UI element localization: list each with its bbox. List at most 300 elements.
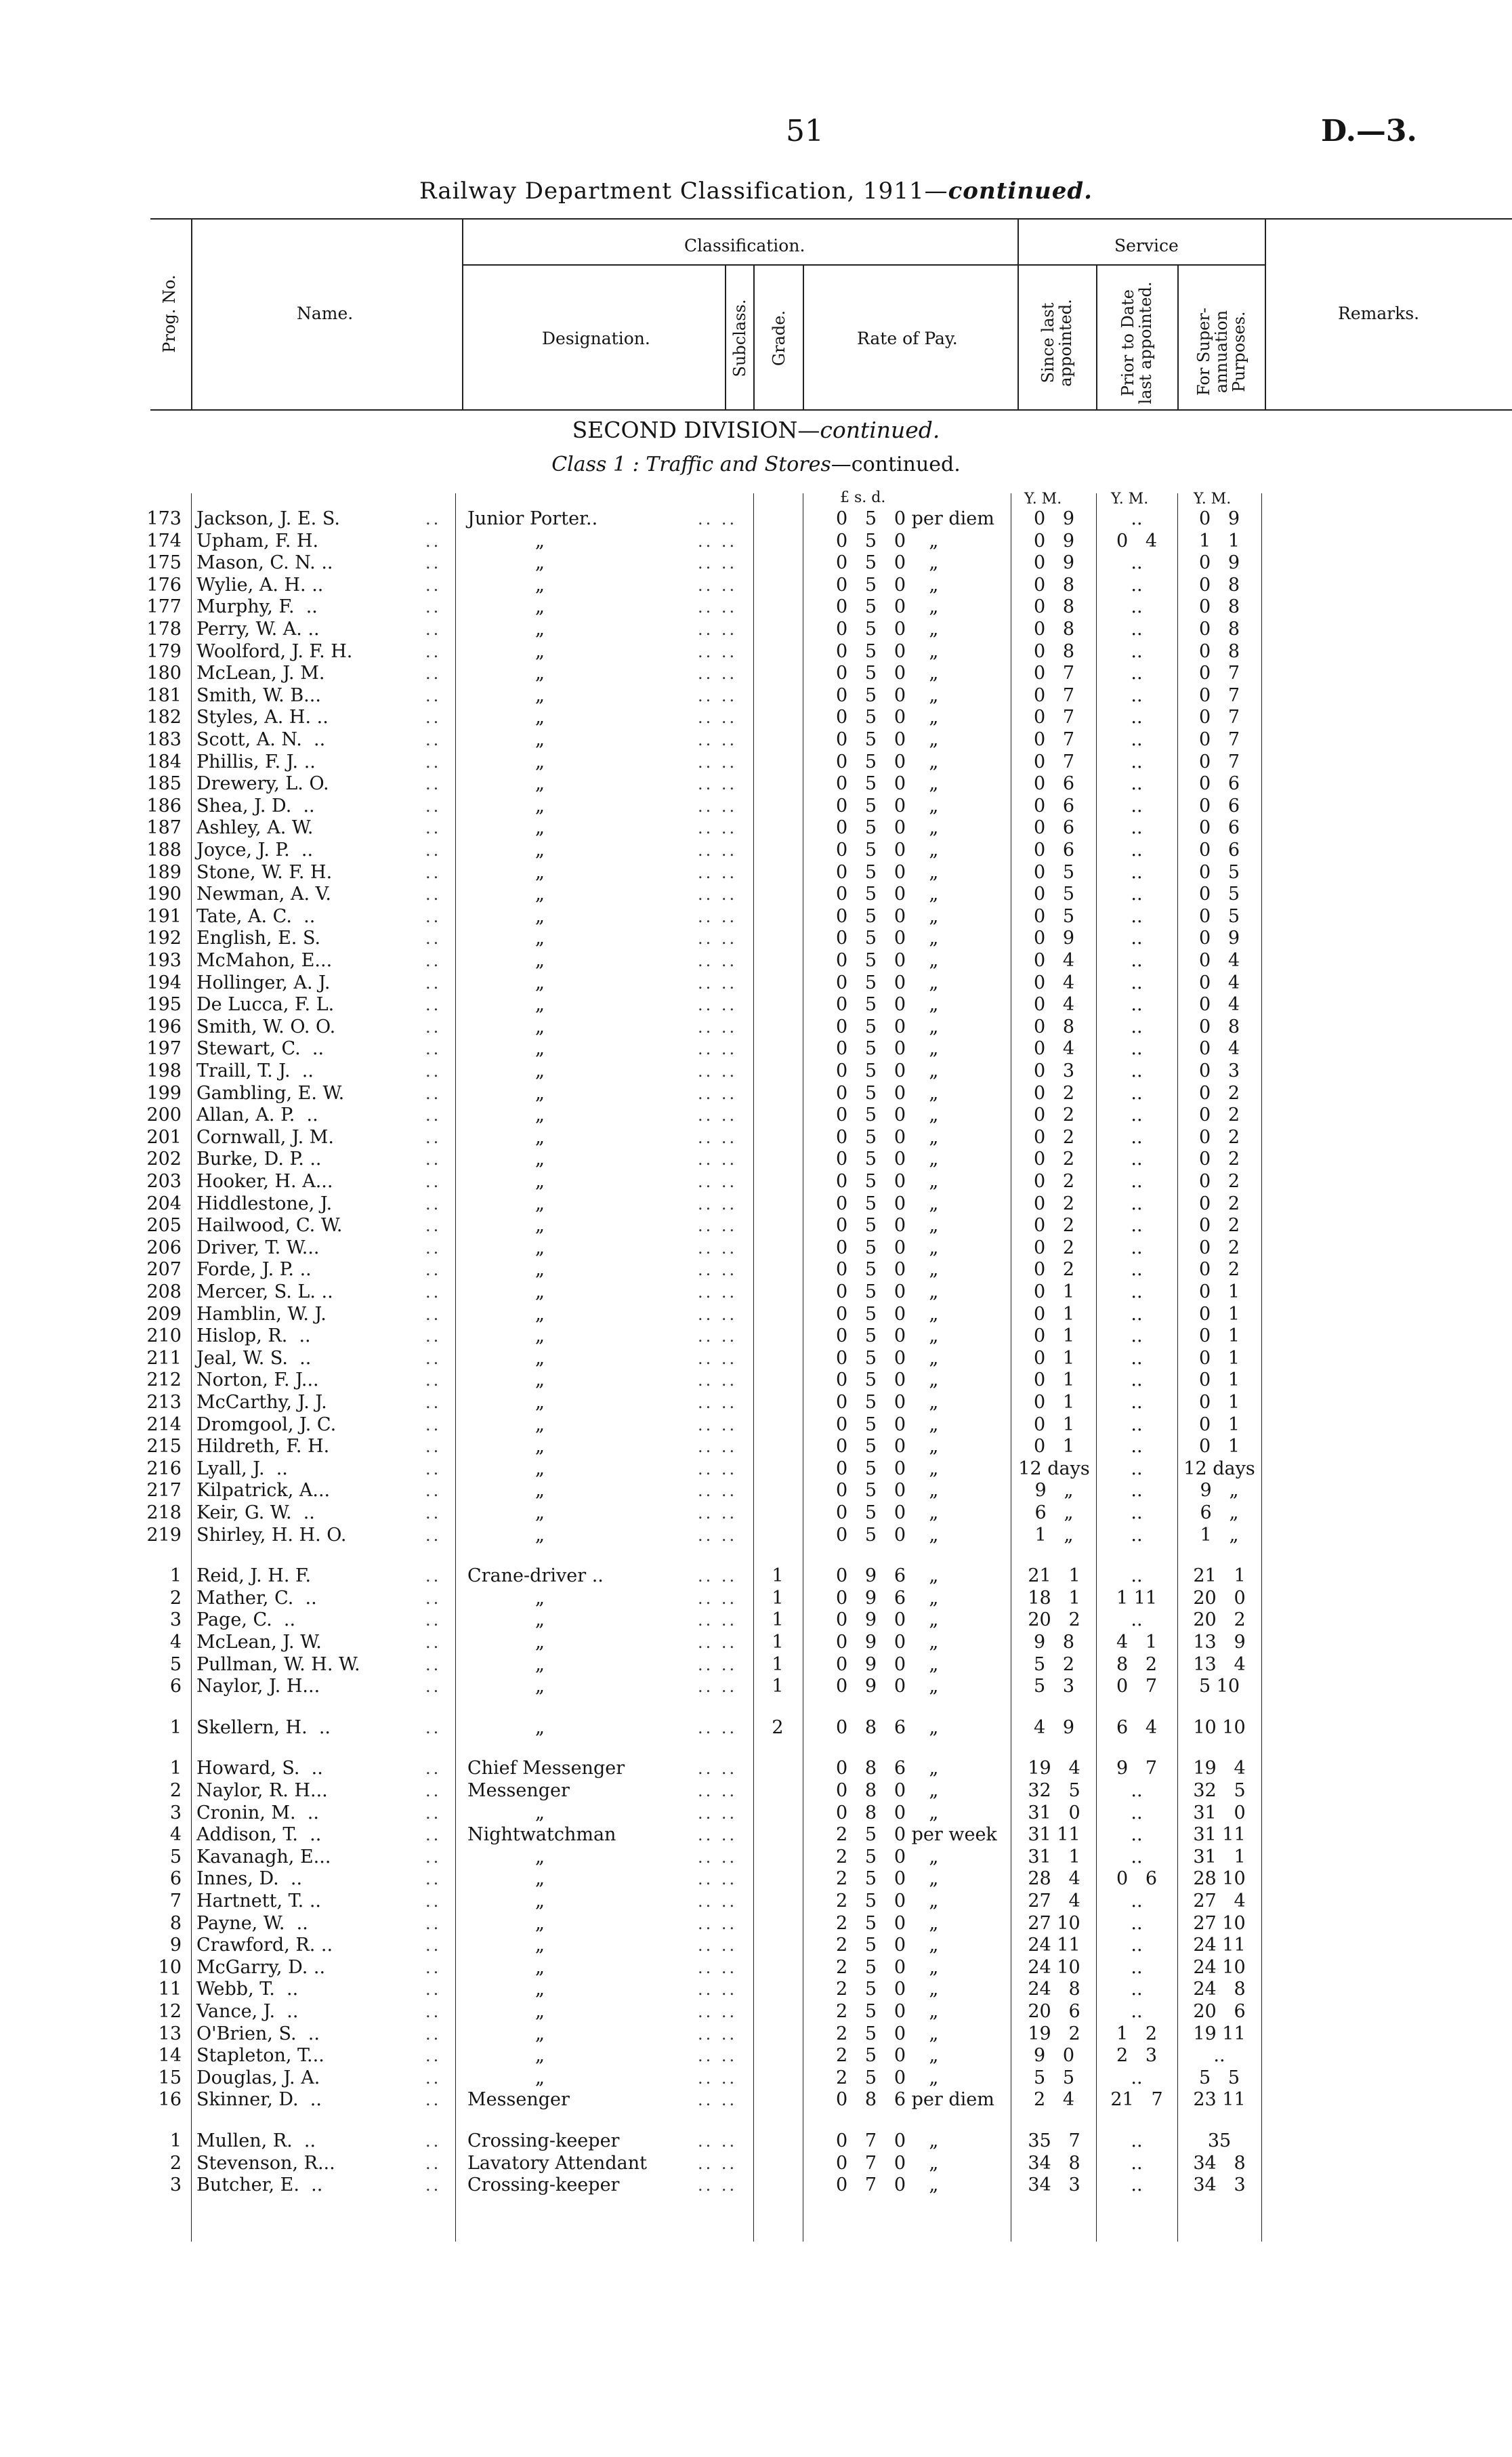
- superannuation-cell: 20 6: [1193, 2001, 1246, 2022]
- prior-cell: ..: [1131, 928, 1143, 949]
- designation-cell: Crossing-keeper: [467, 2174, 620, 2196]
- since-last-cell: 0 2: [1033, 1237, 1075, 1258]
- since-last-cell: 4 9: [1033, 1716, 1075, 1738]
- leader-dots: ..: [425, 1825, 442, 1845]
- header-since-last: Since last appointed.: [1038, 299, 1075, 387]
- prog-no-cell: 5: [169, 1846, 182, 1867]
- rate-of-pay-cell: 0 9 0 „: [836, 1676, 939, 1697]
- leader-dots: .. ..: [698, 1039, 738, 1059]
- since-last-cell: 2 4: [1033, 2089, 1075, 2111]
- name-cell: Mather, C. ..: [196, 1587, 317, 1609]
- rate-of-pay-cell: 0 5 0 „: [836, 1259, 939, 1281]
- prog-no-cell: 180: [146, 663, 182, 684]
- since-last-cell: 19 4: [1028, 1758, 1080, 1779]
- rate-of-pay-cell: 0 7 0 „: [836, 2152, 939, 2174]
- designation-cell: „: [535, 1676, 545, 1697]
- since-last-cell: 0 7: [1033, 751, 1075, 772]
- leader-dots: ..: [425, 2153, 442, 2173]
- leader-dots: .. ..: [698, 1393, 738, 1412]
- header-classification: Classification.: [684, 236, 805, 255]
- prog-no-cell: 15: [158, 2067, 182, 2088]
- prog-no-cell: 189: [146, 861, 182, 883]
- prog-no-cell: 217: [146, 1480, 182, 1502]
- grade-cell: 1: [772, 1609, 784, 1631]
- prior-cell: ..: [1131, 1038, 1143, 1060]
- superannuation-cell: 0 6: [1198, 773, 1240, 795]
- superannuation-cell: 5 10: [1198, 1676, 1240, 1697]
- prog-no-cell: 204: [146, 1193, 182, 1214]
- prog-no-cell: 11: [158, 1979, 182, 2000]
- superannuation-cell: 10 10: [1193, 1716, 1246, 1738]
- since-last-cell: 0 7: [1033, 707, 1075, 728]
- name-cell: O'Brien, S. ..: [196, 2023, 320, 2044]
- since-last-cell: 6 „: [1034, 1502, 1074, 1523]
- superannuation-cell: 19 4: [1193, 1758, 1246, 1779]
- superannuation-cell: 0 7: [1198, 684, 1240, 706]
- leader-dots: ..: [425, 2024, 442, 2044]
- header-remarks: Remarks.: [1338, 304, 1420, 323]
- leader-dots: .. ..: [698, 1525, 738, 1545]
- designation-cell: „: [535, 1802, 545, 1823]
- rate-of-pay-cell: 2 5 0 „: [836, 2001, 939, 2022]
- leader-dots: .. ..: [698, 1459, 738, 1479]
- superannuation-cell: 0 7: [1198, 663, 1240, 684]
- designation-cell: „: [535, 928, 545, 949]
- prior-cell: ..: [1131, 1392, 1143, 1413]
- designation-cell: „: [535, 684, 545, 706]
- name-cell: McCarthy, J. J.: [196, 1392, 327, 1413]
- leader-dots: ..: [425, 1393, 442, 1412]
- leader-dots: ..: [425, 1172, 442, 1191]
- name-cell: Stapleton, T...: [196, 2045, 324, 2067]
- prior-cell: ..: [1131, 817, 1143, 839]
- since-last-cell: 19 2: [1028, 2023, 1080, 2044]
- leader-dots: ..: [425, 929, 442, 949]
- superannuation-cell: 19 11: [1193, 2023, 1246, 2044]
- leader-dots: .. ..: [698, 2024, 738, 2044]
- rate-of-pay-cell: 0 5 0 „: [836, 1082, 939, 1104]
- superannuation-cell: 34 8: [1193, 2152, 1246, 2174]
- leader-dots: .. ..: [698, 841, 738, 860]
- prog-no-cell: 6: [169, 1868, 182, 1890]
- prior-cell: ..: [1131, 2001, 1143, 2022]
- since-last-cell: 0 1: [1033, 1281, 1075, 1302]
- since-last-cell: 0 3: [1033, 1060, 1075, 1081]
- leader-dots: ..: [425, 1260, 442, 1280]
- leader-dots: .. ..: [698, 1504, 738, 1523]
- prog-no-cell: 3: [169, 2174, 182, 2196]
- leader-dots: ..: [425, 510, 442, 529]
- name-cell: Forde, J. P. ..: [196, 1259, 312, 1281]
- since-last-cell: 0 9: [1033, 552, 1075, 574]
- superannuation-cell: 20 2: [1193, 1609, 1246, 1631]
- leader-dots: .. ..: [698, 752, 738, 772]
- rate-of-pay-cell: 0 9 6 „: [836, 1587, 939, 1609]
- superannuation-cell: 0 2: [1198, 1237, 1240, 1258]
- since-last-cell: 34 3: [1028, 2174, 1080, 2196]
- leader-dots: .. ..: [698, 885, 738, 905]
- prior-cell: 1 2: [1116, 2023, 1158, 2044]
- rate-of-pay-cell: 0 5 0 „: [836, 905, 939, 927]
- designation-cell: „: [535, 1436, 545, 1458]
- prior-cell: ..: [1131, 729, 1143, 750]
- superannuation-cell: 6 „: [1200, 1502, 1239, 1523]
- name-cell: McLean, J. M.: [196, 663, 325, 684]
- leader-dots: .. ..: [698, 1062, 738, 1081]
- leader-dots: ..: [425, 1128, 442, 1147]
- name-cell: Kavanagh, E...: [196, 1846, 331, 1867]
- name-cell: Stevenson, R...: [196, 2152, 335, 2174]
- leader-dots: .. ..: [698, 1260, 738, 1280]
- rate-of-pay-cell: 0 5 0 „: [836, 1171, 939, 1192]
- leader-dots: ..: [425, 995, 442, 1015]
- prior-cell: ..: [1131, 1126, 1143, 1148]
- superannuation-cell: 31 1: [1193, 1846, 1246, 1867]
- since-last-cell: 0 4: [1033, 994, 1075, 1016]
- prog-no-cell: 210: [146, 1325, 182, 1347]
- leader-dots: .. ..: [698, 775, 738, 794]
- name-cell: Payne, W. ..: [196, 1912, 308, 1934]
- superannuation-cell: 0 1: [1198, 1392, 1240, 1413]
- leader-dots: ..: [425, 1216, 442, 1236]
- superannuation-cell: 0 2: [1198, 1082, 1240, 1104]
- superannuation-cell: 0 4: [1198, 1038, 1240, 1060]
- rate-of-pay-cell: 0 5 0 „: [836, 840, 939, 861]
- prog-no-cell: 181: [146, 684, 182, 706]
- prog-no-cell: 218: [146, 1502, 182, 1523]
- name-cell: Page, C. ..: [196, 1609, 296, 1631]
- prior-cell: ..: [1131, 1413, 1143, 1435]
- leader-dots: .. ..: [698, 664, 738, 684]
- prior-cell: ..: [1131, 640, 1143, 662]
- rate-of-pay-cell: 0 5 0 „: [836, 574, 939, 596]
- prog-no-cell: 212: [146, 1369, 182, 1391]
- prog-no-cell: 9: [169, 1935, 182, 1956]
- grade-cell: 2: [772, 1716, 784, 1738]
- name-cell: Hildreth, F. H.: [196, 1436, 330, 1458]
- designation-cell: „: [535, 729, 545, 750]
- since-last-cell: 0 5: [1033, 905, 1075, 927]
- superannuation-cell: 34 3: [1193, 2174, 1246, 2196]
- leader-dots: ..: [425, 1504, 442, 1523]
- superannuation-cell: 0 8: [1198, 1016, 1240, 1037]
- prior-cell: ..: [1131, 552, 1143, 574]
- prog-no-cell: 192: [146, 928, 182, 949]
- header-designation: Designation.: [542, 329, 650, 348]
- rate-of-pay-cell: 0 5 0 „: [836, 640, 939, 662]
- designation-cell: „: [535, 2067, 545, 2088]
- prior-cell: 1 11: [1116, 1587, 1158, 1609]
- name-cell: Wylie, A. H. ..: [196, 574, 324, 596]
- rate-of-pay-cell: 0 5 0 „: [836, 884, 939, 905]
- designation-cell: Nightwatchman: [467, 1824, 616, 1846]
- leader-dots: ..: [425, 531, 442, 551]
- designation-cell: „: [535, 795, 545, 817]
- superannuation-cell: 20 0: [1193, 1587, 1246, 1609]
- grade-cell: 1: [772, 1653, 784, 1675]
- leader-dots: .. ..: [698, 1415, 738, 1434]
- rate-of-pay-cell: 2 5 0 „: [836, 2023, 939, 2044]
- since-last-cell: 0 8: [1033, 574, 1075, 596]
- rate-of-pay-cell: 2 5 0 „: [836, 1868, 939, 1890]
- rate-of-pay-cell: 0 5 0 „: [836, 1369, 939, 1391]
- designation-cell: „: [535, 1126, 545, 1148]
- designation-cell: „: [535, 1016, 545, 1037]
- prog-no-cell: 183: [146, 729, 182, 750]
- since-last-cell: 0 2: [1033, 1215, 1075, 1237]
- prior-cell: ..: [1131, 1802, 1143, 1823]
- rate-of-pay-cell: 0 5 0 „: [836, 1347, 939, 1369]
- name-cell: Cronin, M. ..: [196, 1802, 319, 1823]
- prog-no-cell: 203: [146, 1171, 182, 1192]
- since-last-cell: 0 4: [1033, 1038, 1075, 1060]
- title-continued: continued.: [948, 178, 1093, 205]
- leader-dots: .. ..: [698, 620, 738, 639]
- name-cell: English, E. S.: [196, 928, 321, 949]
- header-prior-to-date: Prior to Date last appointed.: [1118, 281, 1155, 405]
- prior-cell: ..: [1131, 596, 1143, 618]
- prior-cell: ..: [1131, 2130, 1143, 2151]
- leader-dots: ..: [425, 1283, 442, 1302]
- leader-dots: .. ..: [698, 1371, 738, 1390]
- superannuation-cell: 0 2: [1198, 1104, 1240, 1126]
- leader-dots: ..: [425, 1655, 442, 1674]
- superannuation-cell: 31 11: [1193, 1824, 1246, 1846]
- since-last-cell: 0 9: [1033, 508, 1075, 529]
- name-cell: Mercer, S. L. ..: [196, 1281, 333, 1302]
- prior-cell: ..: [1131, 684, 1143, 706]
- leader-dots: ..: [425, 1194, 442, 1214]
- superannuation-cell: 0 7: [1198, 707, 1240, 728]
- leader-dots: .. ..: [698, 1283, 738, 1302]
- leader-dots: .. ..: [698, 1437, 738, 1457]
- leader-dots: ..: [425, 1781, 442, 1800]
- header-grade: Grade.: [770, 310, 789, 367]
- leader-dots: .. ..: [698, 1588, 738, 1608]
- superannuation-cell: 24 11: [1193, 1935, 1246, 1956]
- prior-cell: ..: [1131, 2174, 1143, 2196]
- prior-cell: ..: [1131, 1458, 1143, 1479]
- leader-dots: .. ..: [698, 1194, 738, 1214]
- prior-cell: ..: [1131, 1149, 1143, 1170]
- since-last-cell: 18 1: [1028, 1587, 1080, 1609]
- prior-cell: ..: [1131, 994, 1143, 1016]
- leader-dots: .. ..: [698, 1611, 738, 1630]
- leader-dots: ..: [425, 642, 442, 661]
- since-last-cell: 0 5: [1033, 861, 1075, 883]
- prior-cell: ..: [1131, 1502, 1143, 1523]
- prior-cell: ..: [1131, 1780, 1143, 1801]
- rate-of-pay-cell: 0 9 6 „: [836, 1565, 939, 1587]
- prog-no-cell: 1: [169, 1565, 182, 1587]
- prior-cell: ..: [1131, 1104, 1143, 1126]
- prior-cell: ..: [1131, 1259, 1143, 1281]
- prog-no-cell: 173: [146, 508, 182, 529]
- prog-no-cell: 7: [169, 1891, 182, 1912]
- name-cell: Stone, W. F. H.: [196, 861, 333, 883]
- since-last-cell: 0 6: [1033, 795, 1075, 817]
- leader-dots: .. ..: [698, 2046, 738, 2066]
- leader-dots: .. ..: [698, 1238, 738, 1258]
- name-cell: Addison, T. ..: [196, 1824, 322, 1846]
- leader-dots: ..: [425, 664, 442, 684]
- prog-no-cell: 186: [146, 795, 182, 817]
- leader-dots: .. ..: [698, 2002, 738, 2021]
- leader-dots: ..: [425, 1611, 442, 1630]
- name-cell: Naylor, R. H...: [196, 1780, 328, 1801]
- prog-no-cell: 188: [146, 840, 182, 861]
- leader-dots: ..: [425, 1437, 442, 1457]
- since-last-cell: 0 1: [1033, 1413, 1075, 1435]
- since-last-cell: 0 5: [1033, 884, 1075, 905]
- leader-dots: .. ..: [698, 1327, 738, 1346]
- superannuation-cell: 9 „: [1200, 1480, 1239, 1502]
- since-last-cell: 0 8: [1033, 619, 1075, 640]
- leader-dots: .. ..: [698, 531, 738, 551]
- designation-cell: „: [535, 1609, 545, 1631]
- prog-no-cell: 10: [158, 1956, 182, 1978]
- since-last-cell: 9 0: [1033, 2045, 1075, 2067]
- leader-dots: .. ..: [698, 2090, 738, 2110]
- designation-cell: „: [535, 1413, 545, 1435]
- name-cell: Kilpatrick, A...: [196, 1480, 331, 1502]
- name-cell: Smith, W. O. O.: [196, 1016, 336, 1037]
- rate-of-pay-cell: 0 5 0 „: [836, 1060, 939, 1081]
- designation-cell: „: [535, 574, 545, 596]
- designation-cell: „: [535, 972, 545, 993]
- name-cell: Reid, J. H. F.: [196, 1565, 312, 1587]
- prior-cell: ..: [1131, 1912, 1143, 1934]
- prog-no-cell: 2: [169, 1587, 182, 1609]
- leader-dots: .. ..: [698, 951, 738, 970]
- division-title: SECOND DIVISION—: [572, 417, 820, 443]
- leader-dots: ..: [425, 575, 442, 595]
- rate-of-pay-cell: 0 5 0 „: [836, 619, 939, 640]
- prog-no-cell: 195: [146, 994, 182, 1016]
- prior-cell: ..: [1131, 861, 1143, 883]
- since-last-cell: 0 2: [1033, 1193, 1075, 1214]
- since-last-cell: 9 „: [1034, 1480, 1074, 1502]
- since-last-cell: 0 1: [1033, 1436, 1075, 1458]
- header-superannuation: For Super-annuation Purposes.: [1194, 308, 1248, 396]
- since-last-cell: 5 5: [1033, 2067, 1075, 2088]
- leader-dots: ..: [425, 708, 442, 728]
- designation-cell: „: [535, 552, 545, 574]
- superannuation-cell: 12 days: [1183, 1458, 1255, 1479]
- rate-of-pay-cell: 0 5 0 „: [836, 1237, 939, 1258]
- rate-of-pay-cell: 2 5 0 „: [836, 1979, 939, 2000]
- leader-dots: .. ..: [698, 2132, 738, 2151]
- designation-cell: „: [535, 530, 545, 552]
- units-money: £ s. d.: [840, 489, 886, 506]
- rate-of-pay-cell: 0 5 0 „: [836, 1281, 939, 1302]
- designation-cell: Crossing-keeper: [467, 2130, 620, 2151]
- superannuation-cell: 0 1: [1198, 1436, 1240, 1458]
- rate-of-pay-cell: 0 9 0 „: [836, 1609, 939, 1631]
- rate-of-pay-cell: 2 5 0 „: [836, 1956, 939, 1978]
- name-cell: Skinner, D. ..: [196, 2089, 322, 2111]
- name-cell: Hartnett, T. ..: [196, 1891, 322, 1912]
- name-cell: Hiddlestone, J.: [196, 1193, 333, 1214]
- superannuation-cell: 24 10: [1193, 1956, 1246, 1978]
- leader-dots: .. ..: [698, 1150, 738, 1170]
- superannuation-cell: 5 5: [1198, 2067, 1240, 2088]
- designation-cell: „: [535, 2045, 545, 2067]
- rate-of-pay-cell: 0 5 0 „: [836, 1149, 939, 1170]
- prior-cell: ..: [1131, 1824, 1143, 1846]
- designation-cell: „: [535, 1347, 545, 1369]
- designation-cell: „: [535, 1038, 545, 1060]
- leader-dots: ..: [425, 1348, 442, 1368]
- leader-dots: .. ..: [698, 1567, 738, 1586]
- name-cell: Butcher, E. ..: [196, 2174, 323, 2196]
- leader-dots: ..: [425, 1980, 442, 2000]
- leader-dots: ..: [425, 2090, 442, 2110]
- superannuation-cell: 23 11: [1193, 2089, 1246, 2111]
- prior-cell: 0 6: [1116, 1868, 1158, 1890]
- superannuation-cell: 0 9: [1198, 508, 1240, 529]
- prior-cell: ..: [1131, 1369, 1143, 1391]
- leader-dots: .. ..: [698, 973, 738, 993]
- leader-dots: .. ..: [698, 1847, 738, 1867]
- designation-cell: „: [535, 950, 545, 971]
- prior-cell: ..: [1131, 1347, 1143, 1369]
- rate-of-pay-cell: 0 5 0 „: [836, 1524, 939, 1546]
- rate-of-pay-cell: 0 5 0 „: [836, 1038, 939, 1060]
- prog-no-cell: 199: [146, 1082, 182, 1104]
- rate-of-pay-cell: 0 9 0 „: [836, 1632, 939, 1653]
- leader-dots: .. ..: [698, 1914, 738, 1933]
- leader-dots: ..: [425, 1062, 442, 1081]
- superannuation-cell: 0 1: [1198, 1303, 1240, 1325]
- header-service: Service: [1114, 236, 1179, 255]
- superannuation-cell: 32 5: [1193, 1780, 1246, 1801]
- since-last-cell: 0 1: [1033, 1303, 1075, 1325]
- rate-of-pay-cell: 0 5 0 „: [836, 1392, 939, 1413]
- prog-no-cell: 12: [158, 2001, 182, 2022]
- leader-dots: .. ..: [698, 1655, 738, 1674]
- since-last-cell: 0 4: [1033, 972, 1075, 993]
- leader-dots: .. ..: [698, 2176, 738, 2195]
- prog-no-cell: 2: [169, 2152, 182, 2174]
- rate-of-pay-cell: 2 5 0 „: [836, 1846, 939, 1867]
- designation-cell: „: [535, 619, 545, 640]
- since-last-cell: 9 8: [1033, 1632, 1075, 1653]
- superannuation-cell: 28 10: [1193, 1868, 1246, 1890]
- rate-of-pay-cell: 0 5 0 „: [836, 663, 939, 684]
- since-last-cell: 5 2: [1033, 1653, 1075, 1675]
- superannuation-cell: 0 1: [1198, 1369, 1240, 1391]
- name-cell: Hamblin, W. J.: [196, 1303, 327, 1325]
- designation-cell: Lavatory Attendant: [467, 2152, 647, 2174]
- designation-cell: „: [535, 861, 545, 883]
- prior-cell: ..: [1131, 1609, 1143, 1631]
- since-last-cell: 0 1: [1033, 1325, 1075, 1347]
- leader-dots: .. ..: [698, 1870, 738, 1889]
- prog-no-cell: 196: [146, 1016, 182, 1037]
- superannuation-cell: 0 9: [1198, 552, 1240, 574]
- rate-of-pay-cell: 0 5 0 „: [836, 994, 939, 1016]
- since-last-cell: 0 4: [1033, 950, 1075, 971]
- rate-of-pay-cell: 0 5 0 „: [836, 950, 939, 971]
- name-cell: Pullman, W. H. W.: [196, 1653, 360, 1675]
- name-cell: Hislop, R. ..: [196, 1325, 311, 1347]
- prog-no-cell: 216: [146, 1458, 182, 1479]
- prog-no-cell: 209: [146, 1303, 182, 1325]
- name-cell: Howard, S. ..: [196, 1758, 323, 1779]
- rate-of-pay-cell: 0 5 0 „: [836, 729, 939, 750]
- prog-no-cell: 207: [146, 1259, 182, 1281]
